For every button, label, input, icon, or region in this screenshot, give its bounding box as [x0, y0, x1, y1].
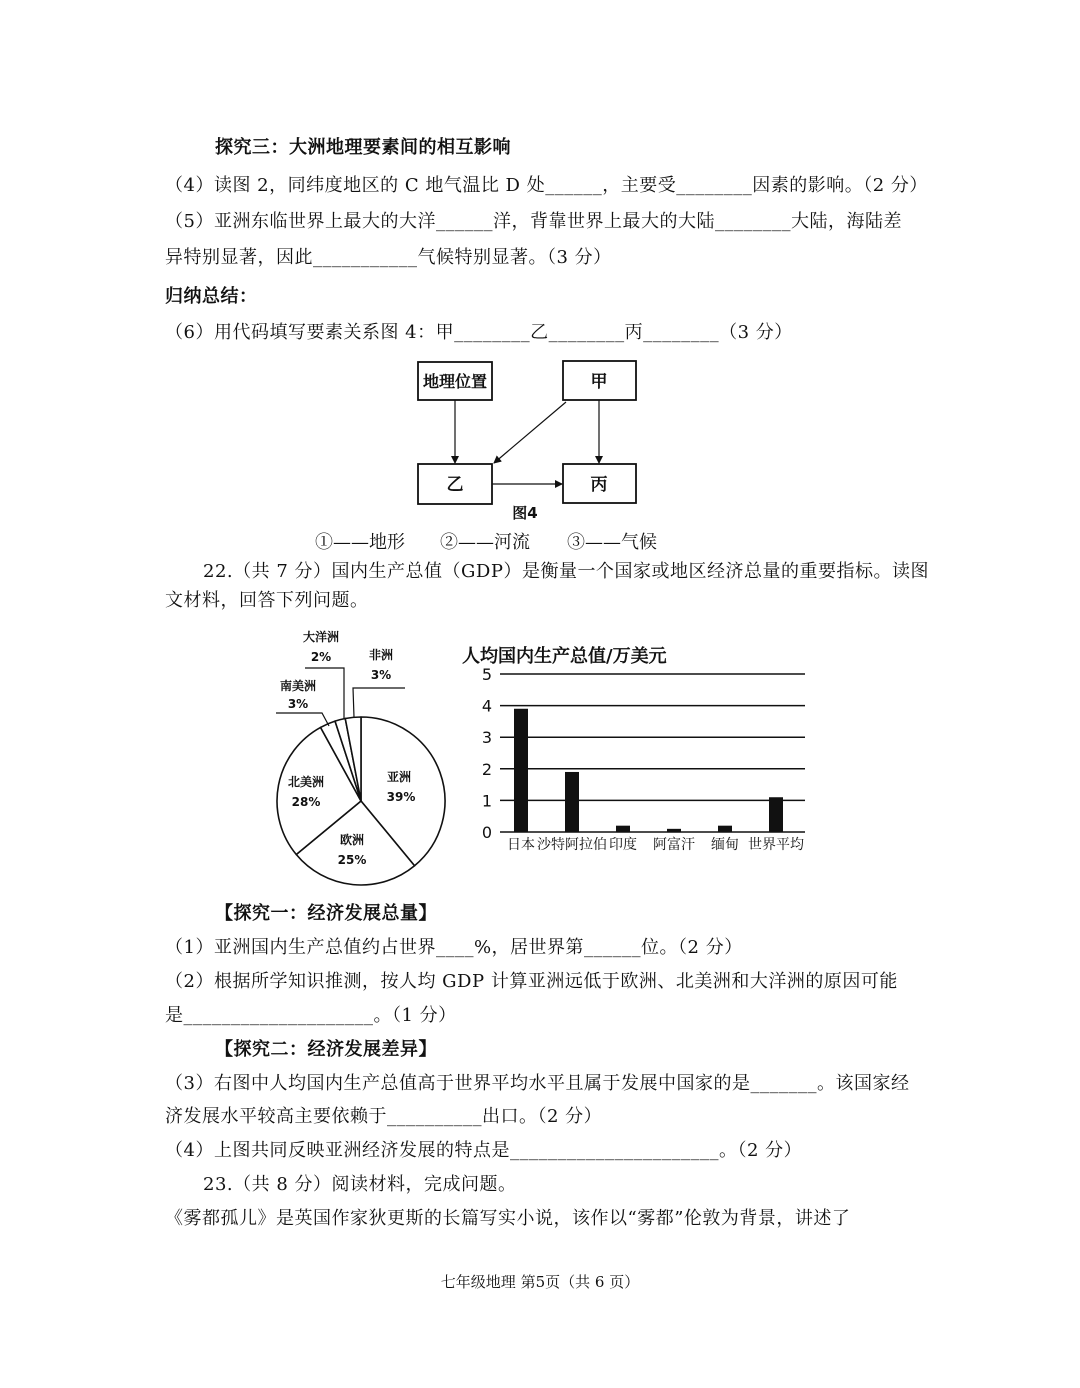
question-22-intro-line-1: 22.（共 7 分）国内生产总值（GDP）是衡量一个国家或地区经济总量的重要指标。读图 [203, 561, 929, 582]
inquiry-1-title: 【探究一：经济发展总量】 [215, 903, 437, 924]
page-footer: 七年级地理 第5页（共 6 页） [440, 1273, 640, 1291]
pie-label-south-america: 南美洲 [279, 679, 317, 693]
bar-4 [667, 829, 681, 832]
x-category-label: 世界平均 [748, 837, 804, 853]
section3-title: 探究三：大洲地理要素间的相互影响 [215, 137, 511, 158]
pie-label-asia: 亚洲 [386, 770, 412, 784]
box-yi-label: 乙 [446, 475, 464, 495]
pie-value-north-america: 28% [291, 795, 321, 809]
bar-6 [769, 797, 783, 832]
question-5-line-2: 异特别显著，因此___________气候特别显著。（3 分） [165, 247, 612, 268]
legend-item-1: ①——地形 [315, 532, 405, 553]
legend-item-3: ③——气候 [567, 532, 657, 553]
box-jia-label: 甲 [590, 372, 608, 392]
y-tick-label: 4 [481, 696, 493, 716]
pie-value-africa: 3% [370, 668, 392, 682]
pie-label-europe: 欧洲 [339, 833, 365, 847]
leader-line-africa [353, 688, 405, 717]
box-bing-label: 丙 [590, 475, 608, 495]
question-22-3-line-2: 济发展水平较高主要依赖于__________出口。（2 分） [165, 1106, 603, 1127]
leader-line-oceania [305, 668, 344, 719]
y-tick-label: 5 [481, 665, 493, 684]
x-category-label: 阿富汗 [653, 837, 695, 853]
question-22-intro-line-2: 文材料，回答下列问题。 [165, 590, 369, 611]
question-23-material-line-1: 《雾都孤儿》是英国作家狄更斯的长篇写实小说，该作以“雾都”伦敦为背景，讲述了 [165, 1208, 851, 1229]
question-4: （4）读图 2，同纬度地区的 C 地气温比 D 处______，主要受________因素的影响。（2 分） [165, 175, 928, 196]
figure4-caption: 图4 [512, 504, 538, 522]
pie-value-south-america: 3% [287, 697, 309, 711]
question-22-2-line-2: 是____________________。（1 分） [165, 1005, 457, 1026]
pie-label-africa: 非洲 [368, 648, 394, 662]
box-location-label: 地理位置 [422, 372, 488, 391]
inquiry-2-title: 【探究二：经济发展差异】 [215, 1039, 437, 1060]
pie-label-oceania: 大洋洲 [302, 630, 340, 644]
figure4-diagram [400, 350, 660, 525]
bar-2 [565, 772, 579, 832]
x-category-label: 印度 [609, 837, 637, 853]
y-tick-label: 1 [481, 791, 493, 811]
y-tick-label: 3 [481, 728, 493, 748]
question-22-2-line-1: （2）根据所学知识推测，按人均 GDP 计算亚洲远低于欧洲、北美洲和大洋洲的原因可能 [165, 971, 898, 992]
leader-line-south-america [276, 713, 329, 726]
x-category-label: 缅甸 [711, 837, 739, 853]
pie-label-north-america: 北美洲 [287, 775, 325, 789]
question-23-intro: 23.（共 8 分）阅读材料，完成问题。 [203, 1174, 517, 1195]
pie-value-europe: 25% [337, 853, 367, 867]
y-tick-label: 0 [481, 823, 493, 842]
question-5-line-1: （5）亚洲东临世界上最大的大洋______洋，背靠世界上最大的大陆________大陆，海陆差 [165, 211, 902, 232]
bar-1 [514, 709, 528, 832]
y-tick-label: 2 [481, 759, 493, 779]
question-22-4: （4）上图共同反映亚洲经济发展的特点是______________________。（2 分） [165, 1140, 803, 1161]
question-22-3-line-1: （3）右图中人均国内生产总值高于世界平均水平且属于发展中国家的是_______。该国家经 [165, 1073, 910, 1094]
pie-value-oceania: 2% [310, 650, 332, 664]
bar-3 [616, 826, 630, 832]
legend-item-2: ②——河流 [440, 532, 530, 553]
question-6: （6）用代码填写要素关系图 4：甲________乙________丙________（3 分） [165, 322, 793, 343]
x-category-label: 沙特阿拉伯 [537, 837, 607, 853]
pie-value-asia: 39% [386, 790, 416, 804]
x-category-label: 日本 [507, 837, 535, 853]
bar-chart-title: 人均国内生产总值/万美元 [462, 646, 667, 667]
question-22-1: （1）亚洲国内生产总值约占世界____%，居世界第______位。（2 分） [165, 937, 743, 958]
summary-title: 归纳总结： [165, 286, 258, 307]
arrow-jia-to-yi [494, 402, 566, 463]
bar-5 [718, 826, 732, 832]
gdp-per-capita-bar-chart [470, 665, 815, 860]
